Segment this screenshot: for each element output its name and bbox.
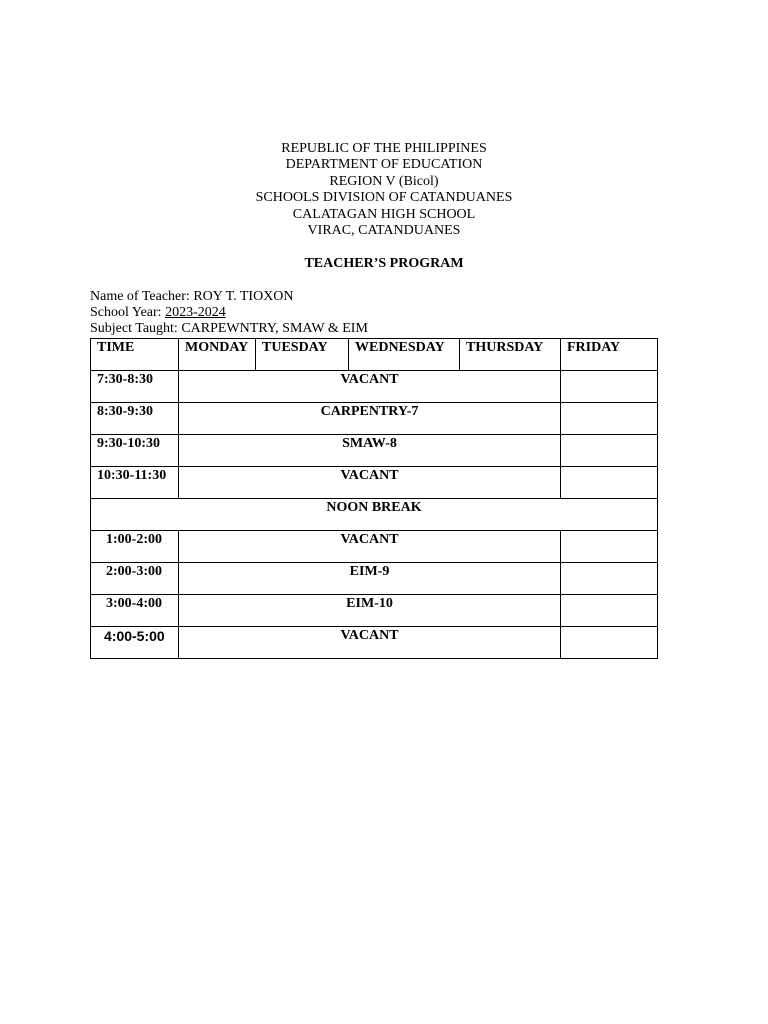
column-header-time: TIME: [91, 339, 179, 371]
subject-label: Subject Taught:: [90, 321, 182, 337]
table-row: [91, 627, 658, 659]
activity-cell: VACANT: [179, 371, 561, 403]
school-year-line: [90, 305, 368, 321]
activity-cell: VACANT: [179, 627, 561, 659]
friday-cell: [561, 563, 658, 595]
table-row: [91, 403, 658, 435]
header-line-location: VIRAC, CATANDUANES: [307, 223, 461, 239]
friday-cell: [561, 467, 658, 499]
table-row: [91, 563, 658, 595]
column-header-wednesday: WEDNESDAY: [349, 339, 460, 371]
table-row: [91, 435, 658, 467]
table-row: [91, 371, 658, 403]
teacher-name-line: [90, 289, 368, 305]
friday-cell: [561, 595, 658, 627]
header-line-school: CALATAGAN HIGH SCHOOL: [292, 206, 476, 222]
activity-cell: SMAW-8: [179, 435, 561, 467]
time-cell: 10:30-11:30: [91, 467, 179, 499]
time-cell: 9:30-10:30: [91, 435, 179, 467]
table-row: [91, 531, 658, 563]
school-year-value: 2023-2024: [165, 305, 226, 321]
table-header-row: [91, 339, 658, 371]
activity-cell: VACANT: [179, 531, 561, 563]
teacher-name-value: ROY T. TIOXON: [193, 289, 294, 304]
header-line-division: SCHOOLS DIVISION OF CATANDUANES: [255, 190, 513, 206]
header-line-region: REGION V (Bicol): [329, 173, 439, 189]
time-cell: 4:00-5:00: [91, 627, 179, 659]
teacher-name-label: Name of Teacher:: [90, 289, 194, 304]
activity-cell: VACANT: [179, 467, 561, 499]
activity-cell: CARPENTRY-7: [179, 403, 561, 435]
document-title: TEACHER’S PROGRAM: [304, 256, 464, 271]
time-cell: 1:00-2:00: [91, 531, 179, 563]
noon-break-row: [91, 499, 658, 531]
column-header-thursday: THURSDAY: [460, 339, 561, 371]
time-cell: 8:30-9:30: [91, 403, 179, 435]
noon-break-cell: NOON BREAK: [91, 499, 658, 531]
school-year-label: School Year:: [90, 305, 166, 321]
activity-cell: EIM-10: [179, 595, 561, 627]
friday-cell: [561, 627, 658, 659]
schedule-table: [90, 338, 658, 659]
table-row: [91, 595, 658, 627]
friday-cell: [561, 435, 658, 467]
header-line-department: DEPARTMENT OF EDUCATION: [285, 157, 483, 173]
activity-cell: EIM-9: [179, 563, 561, 595]
subject-value: CARPEWNTRY, SMAW & EIM: [181, 321, 368, 337]
column-header-monday: MONDAY: [179, 339, 256, 371]
friday-cell: [561, 531, 658, 563]
column-header-tuesday: TUESDAY: [256, 339, 349, 371]
column-header-friday: FRIDAY: [561, 339, 658, 371]
friday-cell: [561, 371, 658, 403]
header-line-republic: REPUBLIC OF THE PHILIPPINES: [281, 141, 487, 156]
time-cell: 7:30-8:30: [91, 371, 179, 403]
subject-line: [90, 321, 368, 337]
time-cell: 2:00-3:00: [91, 563, 179, 595]
teacher-info: [90, 289, 368, 338]
document-header: [0, 141, 768, 239]
time-cell: 3:00-4:00: [91, 595, 179, 627]
table-row: [91, 467, 658, 499]
friday-cell: [561, 403, 658, 435]
